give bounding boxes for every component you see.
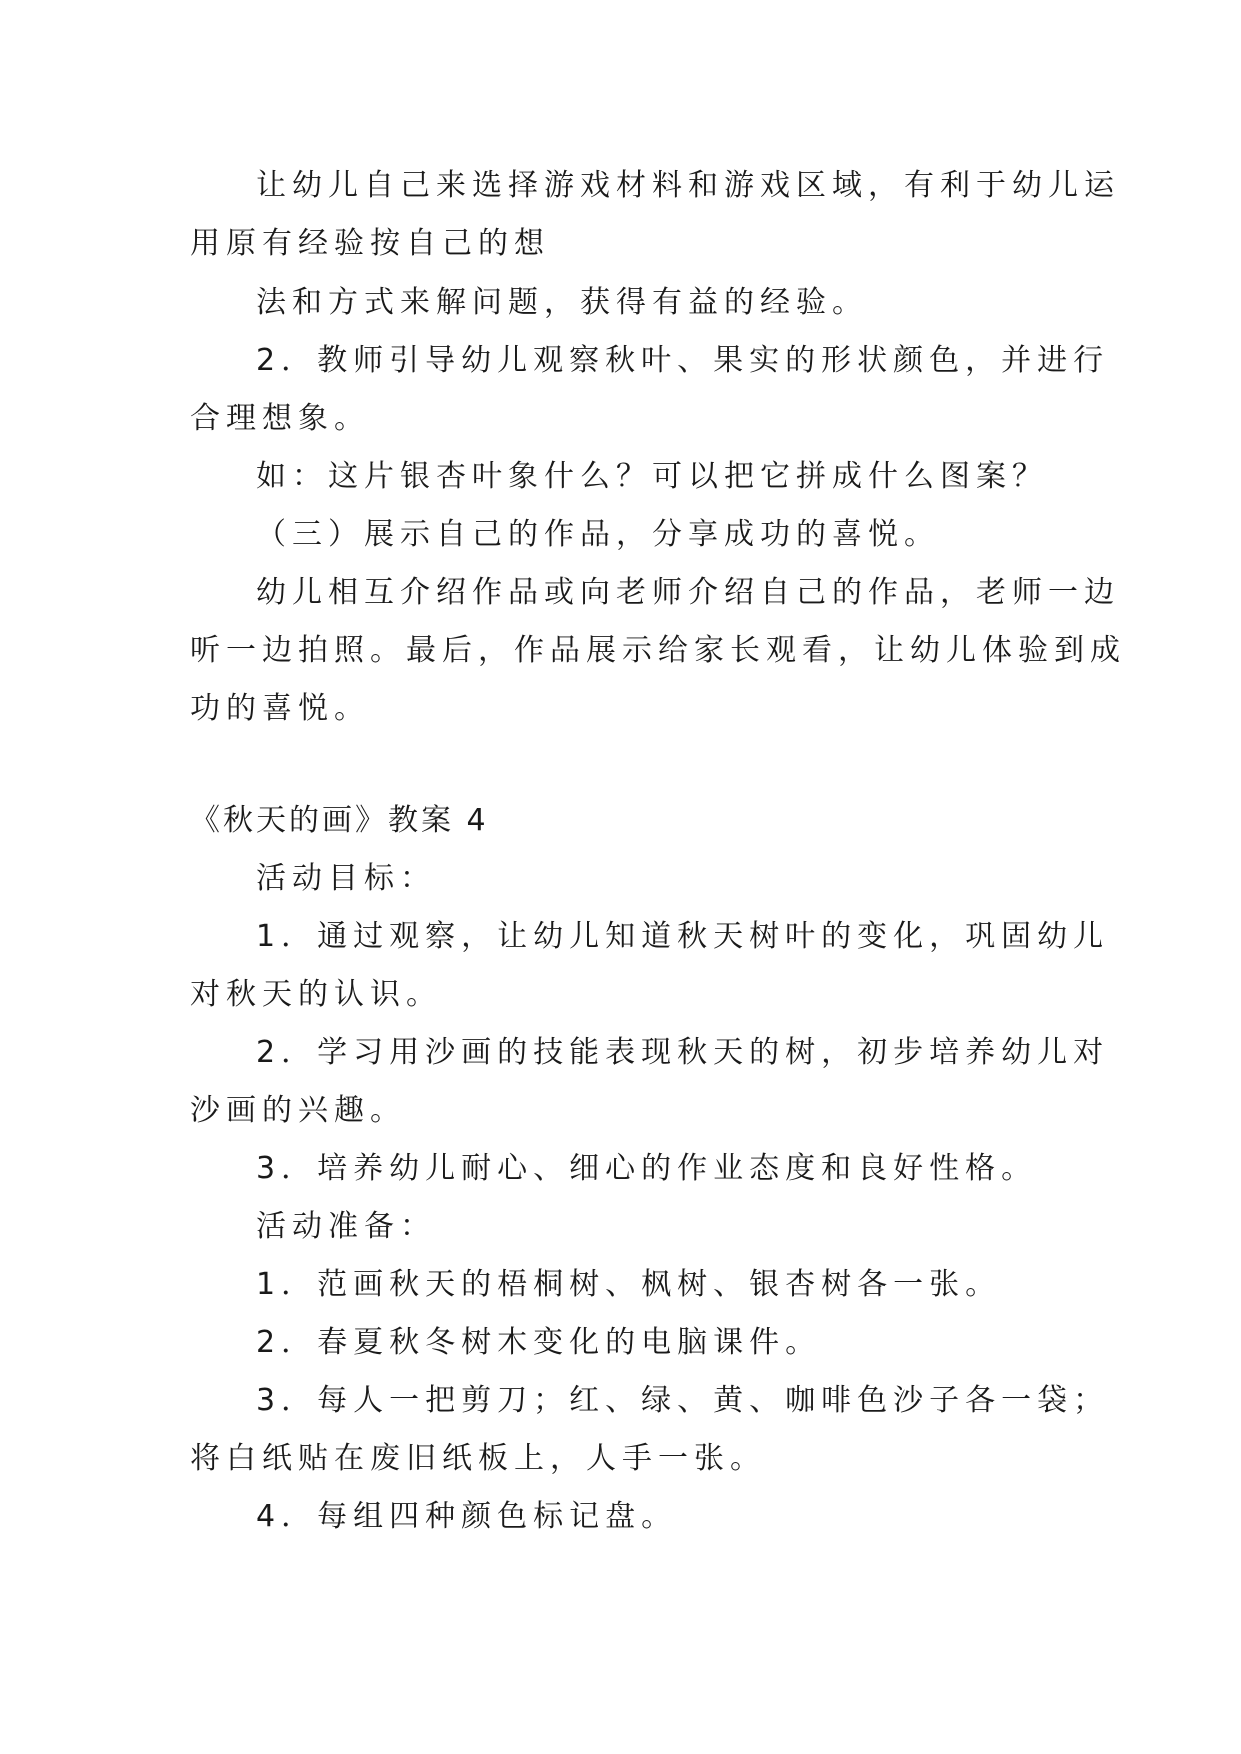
- paragraph-line: 功的喜悦。: [190, 691, 370, 726]
- paragraph-line: 合理想象。: [190, 401, 370, 436]
- paragraph-line: 法和方式来解问题，获得有益的经验。: [256, 285, 868, 320]
- list-item: 2．春夏秋冬树木变化的电脑课件。: [256, 1325, 822, 1360]
- list-item: 2．学习用沙画的技能表现秋天的树，初步培养幼儿对: [256, 1035, 1110, 1070]
- paragraph-line: 2．教师引导幼儿观察秋叶、果实的形状颜色，并进行: [256, 343, 1110, 378]
- list-item-continued: 对秋天的认识。: [190, 977, 442, 1012]
- section-heading: 活动准备：: [256, 1209, 436, 1244]
- list-item: 3．每人一把剪刀；红、绿、黄、咖啡色沙子各一袋；: [256, 1383, 1110, 1418]
- paragraph-line: 如：这片银杏叶象什么？可以把它拼成什么图案？: [256, 459, 1048, 494]
- list-item: 4．每组四种颜色标记盘。: [256, 1499, 678, 1534]
- section-heading: 活动目标：: [256, 861, 436, 896]
- list-item: 1．范画秋天的梧桐树、枫树、银杏树各一张。: [256, 1267, 1002, 1302]
- paragraph-line: 听一边拍照。最后，作品展示给家长观看，让幼儿体验到成: [190, 633, 1126, 668]
- paragraph-line: 幼儿相互介绍作品或向老师介绍自己的作品，老师一边: [256, 575, 1120, 610]
- list-item: 1．通过观察，让幼儿知道秋天树叶的变化，巩固幼儿: [256, 919, 1110, 954]
- list-item-continued: 沙画的兴趣。: [190, 1093, 406, 1128]
- list-item-continued: 将白纸贴在废旧纸板上，人手一张。: [190, 1441, 766, 1476]
- list-item: 3．培养幼儿耐心、细心的作业态度和良好性格。: [256, 1151, 1038, 1186]
- lesson-title: 《秋天的画》教案 4: [190, 803, 489, 838]
- paragraph-line: 用原有经验按自己的想: [190, 226, 550, 261]
- section-heading: （三）展示自己的作品，分享成功的喜悦。: [256, 517, 940, 552]
- paragraph-line: 让幼儿自己来选择游戏材料和游戏区域，有利于幼儿运: [256, 168, 1120, 203]
